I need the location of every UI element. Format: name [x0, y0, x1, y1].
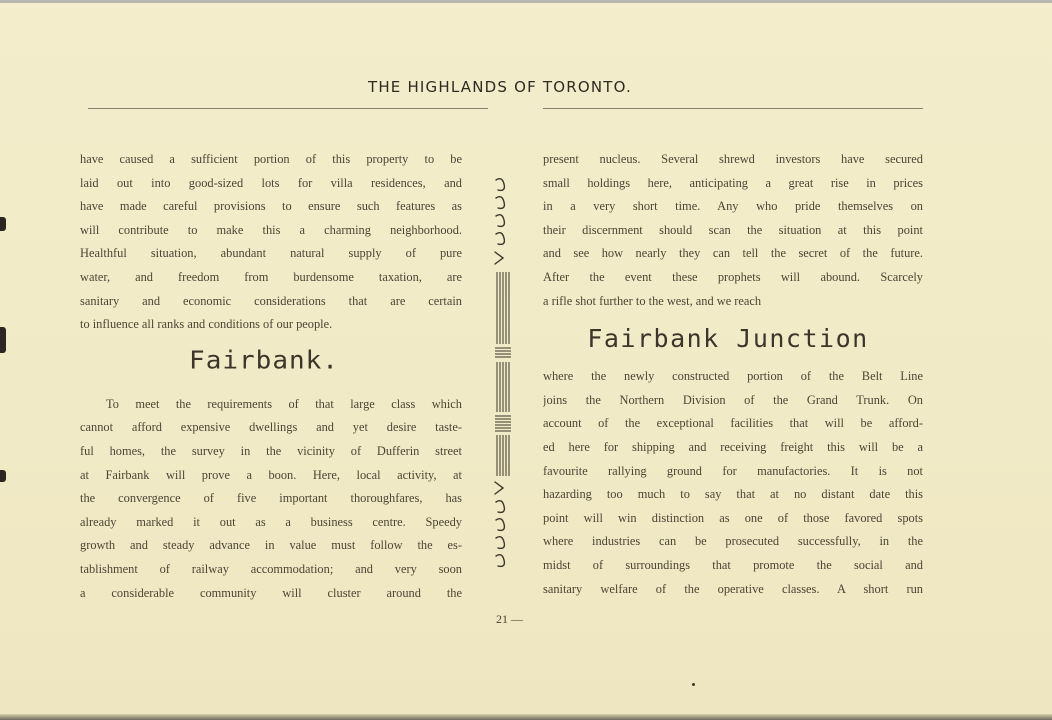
right-column	[543, 148, 923, 601]
paragraph	[543, 365, 923, 601]
text-line: Healthful situation, abundant natural supply of pure	[80, 246, 462, 261]
text-line: After the event these prophets will abound. Scarcely	[543, 269, 923, 284]
ink-speck	[692, 683, 695, 686]
paragraph	[80, 393, 462, 605]
ornamental-divider	[490, 176, 514, 576]
text-line: will contribute to make this a charming neighborhood.	[80, 222, 462, 237]
text-line: the convergence of five important thoroughfares, has	[80, 491, 462, 506]
text-line: midst of surroundings that promote the social and	[543, 557, 923, 572]
paragraph	[80, 148, 462, 337]
paragraph	[543, 148, 923, 313]
text-line: where the newly constructed portion of the Belt Line	[543, 369, 923, 384]
text-line: at Fairbank will prove a boon. Here, local activity, at	[80, 467, 462, 482]
section-heading-fairbank: Fairbank.	[189, 346, 339, 375]
binding-mark	[0, 327, 6, 353]
text-line: have made careful provisions to ensure such features as	[80, 199, 462, 214]
text-line: have caused a sufficient portion of this property to be	[80, 152, 462, 166]
text-line: a rifle shot further to the west, and we reach	[543, 293, 762, 308]
text-line: small holdings here, anticipating a great rise in prices	[543, 175, 923, 190]
text-line: sanitary and economic considerations that are certain	[80, 293, 462, 308]
text-line: ful homes, the survey in the vicinity of Dufferin street	[80, 443, 462, 458]
text-line: laid out into good-sized lots for villa residences, and	[80, 175, 462, 190]
text-line: where industries can be prosecuted successfully, in the	[543, 534, 923, 549]
text-line: sanitary welfare of the operative classes. A short run	[543, 581, 923, 596]
text-line: point will win distinction as one of those favored spots	[543, 510, 923, 525]
text-line: favourite rallying ground for manufactories. It is not	[543, 463, 923, 478]
text-line: joins the Northern Division of the Grand Trunk. On	[543, 392, 923, 407]
text-line: in a very short time. Any who pride themselves on	[543, 199, 923, 214]
left-column	[80, 148, 462, 605]
text-line: their discernment should scan the situation at this point	[543, 222, 923, 237]
page-number: 21 —	[496, 612, 523, 626]
text-line: a considerable community will cluster around the	[80, 585, 462, 600]
text-line: growth and steady advance in value must follow the es-	[80, 538, 462, 553]
text-line: already marked it out as a business centre. Speedy	[80, 514, 462, 529]
header-rule-right	[543, 108, 923, 110]
binding-mark	[0, 470, 6, 482]
text-line: tablishment of railway accommodation; and very soon	[80, 561, 462, 576]
text-line: cannot afford expensive dwellings and yet desire taste-	[80, 420, 462, 435]
binding-mark	[0, 217, 6, 231]
running-header: THE HIGHLANDS OF TORONTO.	[367, 78, 633, 96]
section-heading-fairbank-junction: Fairbank Junction	[587, 324, 869, 354]
text-line: present nucleus. Several shrewd investors have secured	[543, 152, 923, 166]
text-line: To meet the requirements of that large class which	[106, 396, 462, 411]
text-line: water, and freedom from burdensome taxation, are	[80, 269, 462, 284]
header-rule-left	[88, 108, 488, 110]
text-line: ed here for shipping and receiving freight this will be a	[543, 439, 923, 454]
text-line: and see how nearly they can tell the secret of the future.	[543, 246, 923, 261]
text-line: to influence all ranks and conditions of our people.	[80, 317, 333, 332]
text-line: hazarding too much to say that at no distant date this	[543, 487, 923, 502]
page-bottom-edge	[0, 714, 1052, 720]
text-line: account of the exceptional facilities that will be afford-	[543, 416, 923, 431]
page-top-edge	[0, 0, 1052, 3]
